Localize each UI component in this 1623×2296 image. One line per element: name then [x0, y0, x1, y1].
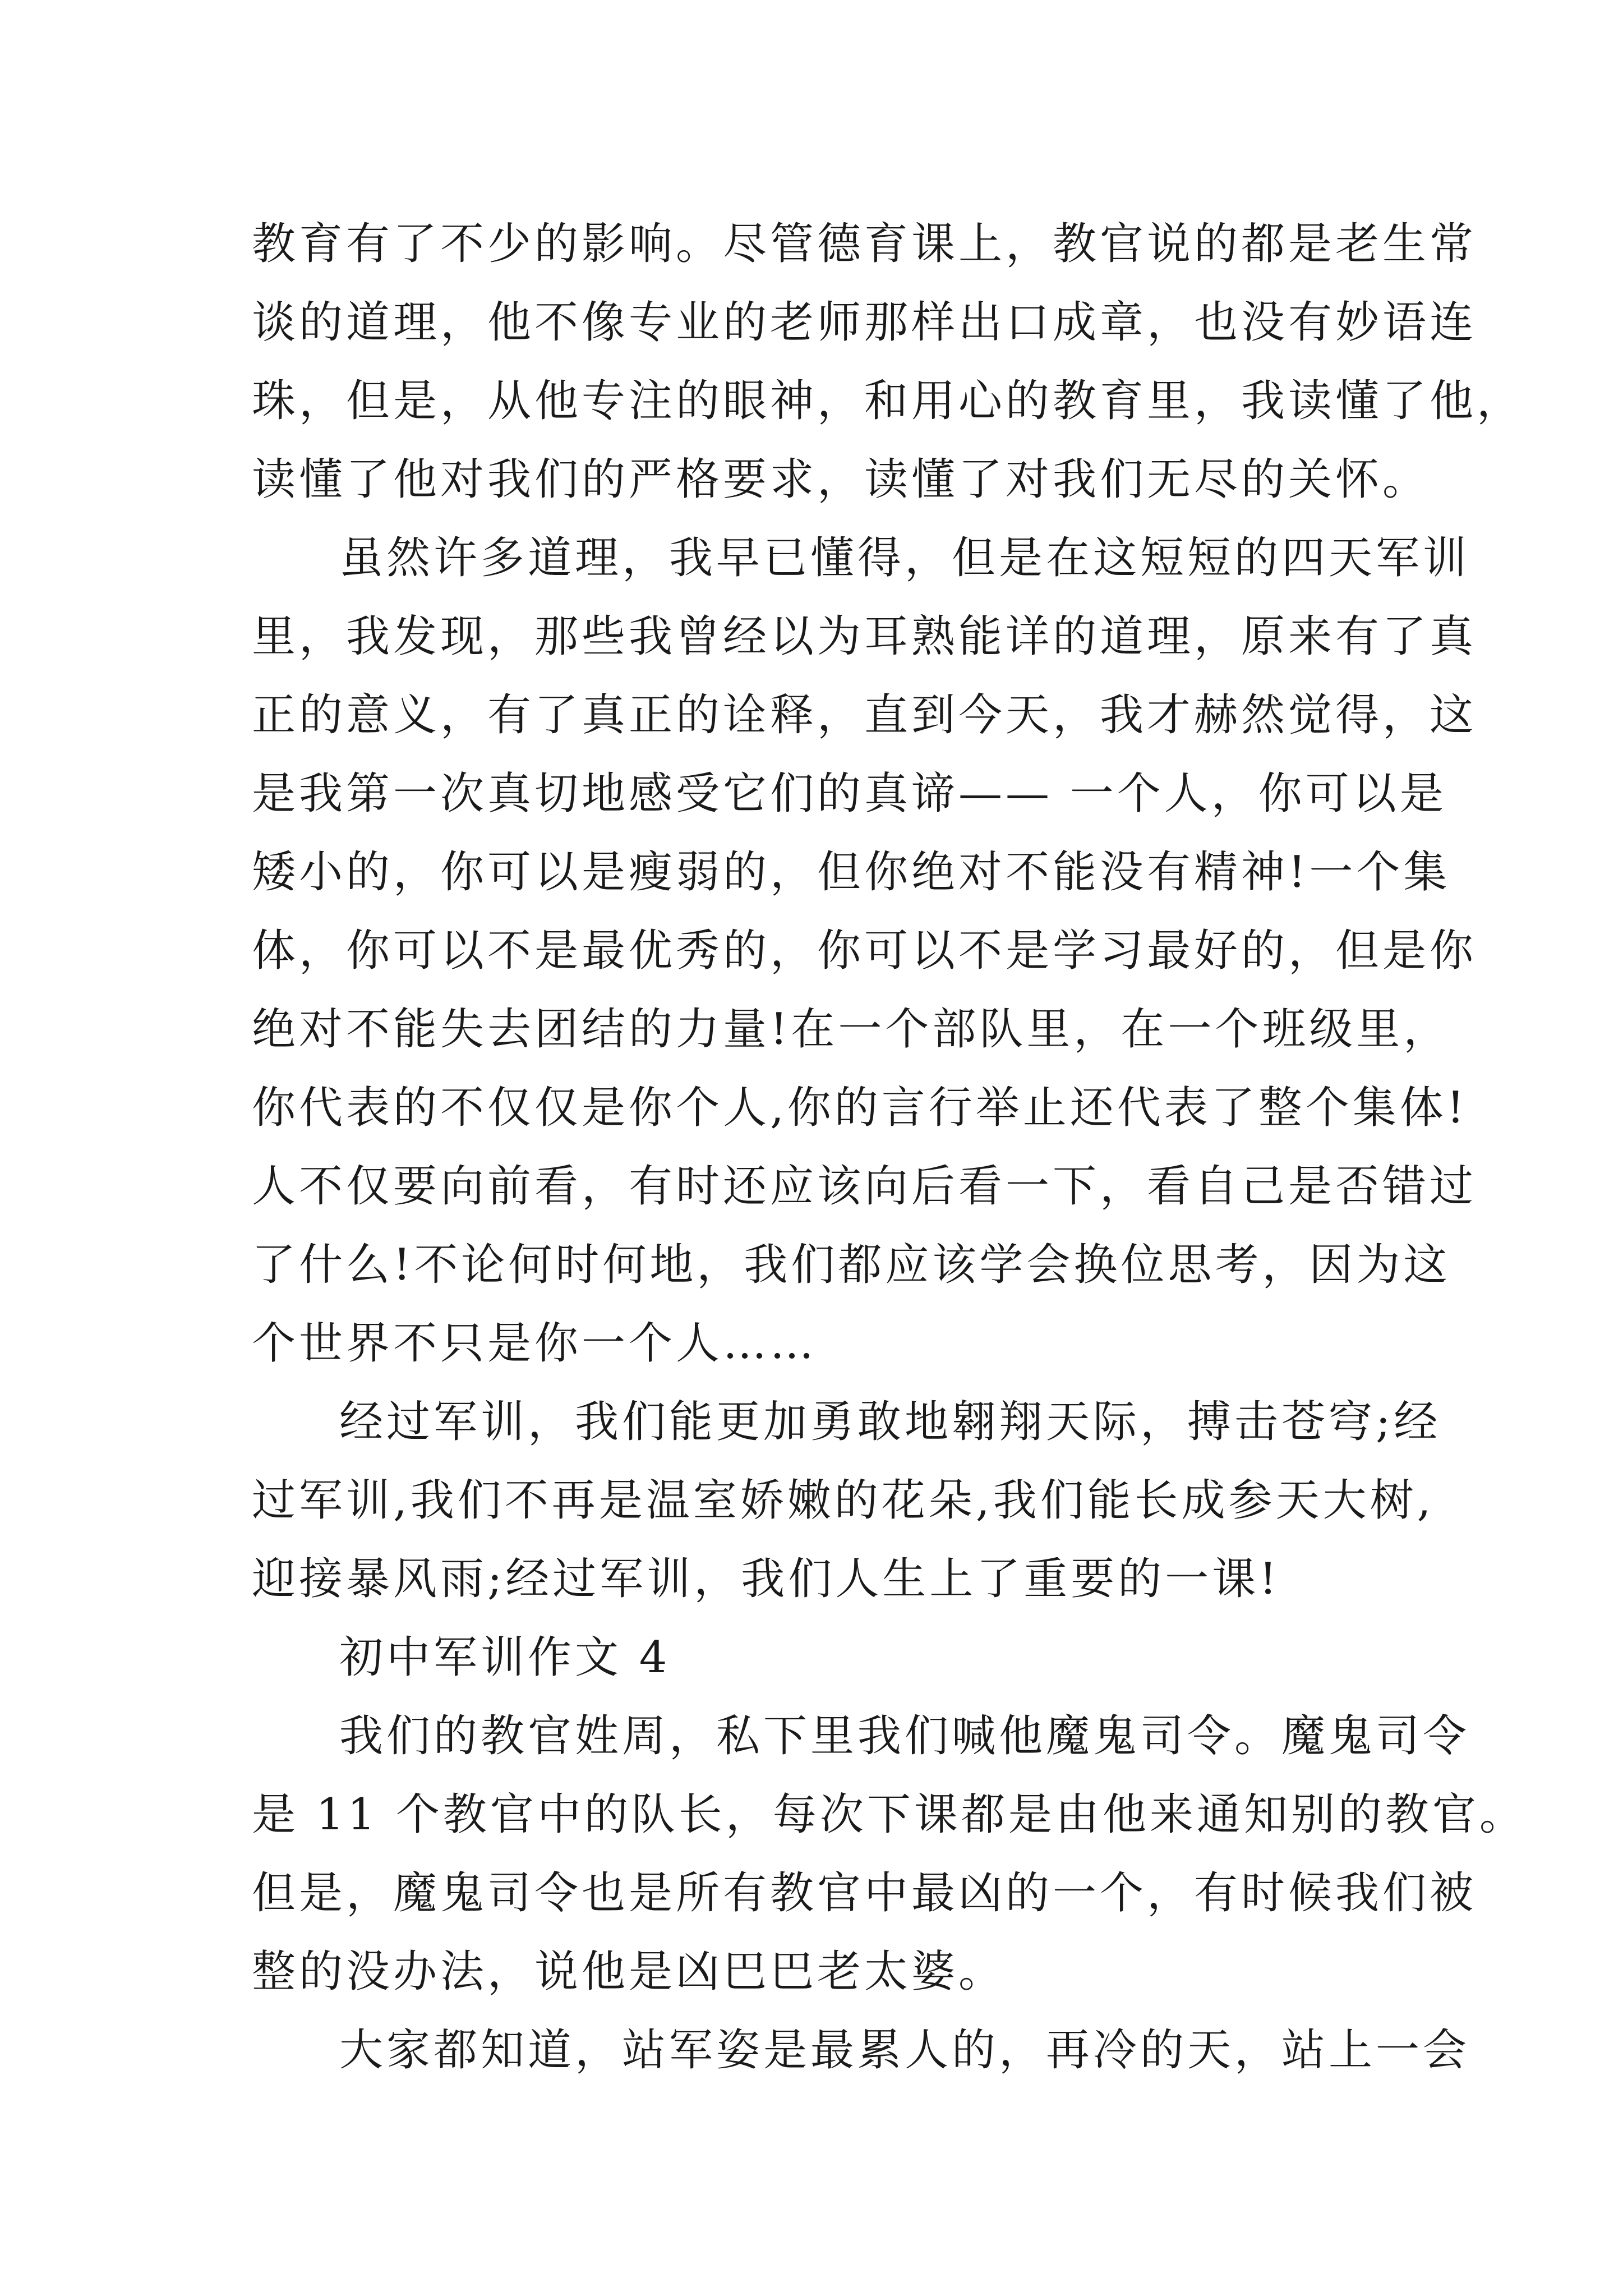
- paragraph-first-line: 经过军训，我们能更加勇敢地翱翔天际，搏击苍穹;经: [339, 1397, 1441, 1447]
- text-line: 迎接暴风雨;经过军训，我们人生上了重要的一课!: [252, 1554, 1280, 1604]
- paragraph-first-line: 虽然许多道理，我早已懂得，但是在这短短的四天军训: [339, 533, 1470, 583]
- text-line: 教育有了不少的影响。尽管德育课上，教官说的都是老生常: [252, 219, 1477, 269]
- text-line: 是 11 个教官中的队长，每次下课都是由他来通知别的教官。: [252, 1789, 1527, 1840]
- text-line: 是我第一次真切地感受它们的真谛—— 一个人，你可以是: [252, 769, 1447, 819]
- text-line: 个世界不只是你一个人……: [252, 1318, 818, 1369]
- text-line: 绝对不能失去团结的力量!在一个部队里，在一个班级里，: [252, 1004, 1451, 1055]
- text-line: 人不仅要向前看，有时还应该向后看一下，看自己是否错过: [252, 1161, 1477, 1212]
- text-line: 了什么!不论何时何地，我们都应该学会换位思考，因为这: [252, 1240, 1451, 1290]
- text-line: 矮小的，你可以是瘦弱的，但你绝对不能没有精神!一个集: [252, 847, 1451, 898]
- section-heading: 初中军训作文 4: [339, 1632, 671, 1683]
- text-line: 整的没办法，说他是凶巴巴老太婆。: [252, 1947, 1006, 1997]
- text-line: 珠，但是，从他专注的眼神，和用心的教育里，我读懂了他，: [252, 376, 1524, 426]
- text-line: 过军训,我们不再是温室娇嫩的花朵,我们能长成参天大树,: [252, 1475, 1435, 1526]
- text-line: 但是，魔鬼司令也是所有教官中最凶的一个，有时候我们被: [252, 1868, 1477, 1918]
- paragraph-first-line: 我们的教官姓周，私下里我们喊他魔鬼司令。魔鬼司令: [339, 1711, 1470, 1761]
- text-line: 里，我发现，那些我曾经以为耳熟能详的道理，原来有了真: [252, 611, 1477, 662]
- text-line: 谈的道理，他不像专业的老师那样出口成章，也没有妙语连: [252, 297, 1477, 348]
- text-line: 正的意义，有了真正的诠释，直到今天，我才赫然觉得，这: [252, 690, 1477, 740]
- text-line: 体，你可以不是最优秀的，你可以不是学习最好的，但是你: [252, 926, 1477, 976]
- text-line: 你代表的不仅仅是你个人,你的言行举止还代表了整个集体!: [252, 1083, 1468, 1133]
- paragraph-first-line: 大家都知道，站军姿是最累人的，再冷的天，站上一会: [339, 2025, 1470, 2076]
- text-line: 读懂了他对我们的严格要求，读懂了对我们无尽的关怀。: [252, 454, 1430, 505]
